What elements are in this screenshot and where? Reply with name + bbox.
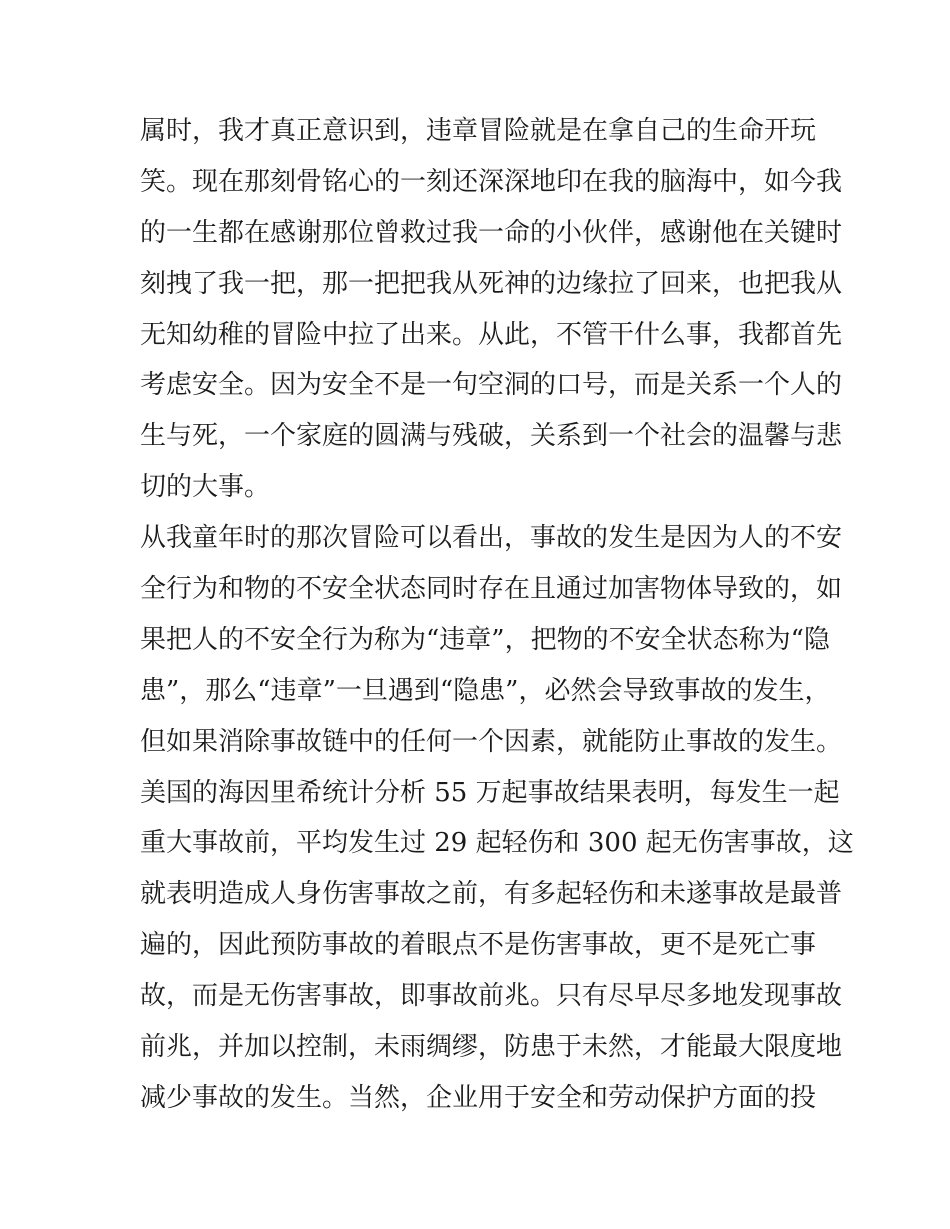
text-line-18: 故，而是无伤害事故，即事故前兆。只有尽早尽多地发现事故 — [140, 981, 843, 1012]
text-line-6: 考虑安全。因为安全不是一句空洞的口号，而是关系一个人的 — [140, 370, 843, 401]
text-line-13: 但如果消除事故链中的任何一个因素，就能防止事故的发生。 — [140, 726, 843, 757]
text-line-1: 属时，我才真正意识到，违章冒险就是在拿自己的生命开玩 — [140, 116, 817, 146]
text-line-15: 重大事故前，平均发生过 29 起轻伤和 300 起无伤害事故，这 — [140, 828, 854, 859]
text-line-5: 无知幼稚的冒险中拉了出来。从此，不管干什么事，我都首先 — [140, 319, 843, 350]
text-line-4: 刻拽了我一把，那一把把我从死神的边缘拉了回来，也把我从 — [140, 268, 843, 299]
text-line-11: 果把人的不安全行为称为“违章”，把物的不安全状态称为“隐 — [140, 624, 830, 655]
text-line-16: 就表明造成人身伤害事故之前，有多起轻伤和未遂事故是最普 — [140, 879, 843, 910]
text-line-17: 遍的，因此预防事故的着眼点不是伤害事故，更不是死亡事 — [140, 930, 817, 961]
text-line-3: 的一生都在感谢那位曾救过我一命的小伙伴，感谢他在关键时 — [140, 217, 843, 248]
text-line-10: 全行为和物的不安全状态同时存在且通过加害物体导致的，如 — [140, 574, 843, 605]
text-line-9: 从我童年时的那次冒险可以看出，事故的发生是因为人的不安 — [140, 523, 843, 554]
text-line-2: 笑。现在那刻骨铭心的一刻还深深地印在我的脑海中，如今我 — [140, 166, 843, 197]
text-line-20: 减少事故的发生。当然，企业用于安全和劳动保护方面的投 — [140, 1082, 817, 1113]
text-line-12: 患”，那么“违章”一旦遇到“隐患”，必然会导致事故的发生， — [140, 675, 831, 706]
text-line-7: 生与死，一个家庭的圆满与残破，关系到一个社会的温馨与悲 — [140, 421, 843, 452]
body-text — [140, 106, 854, 1124]
text-line-19: 前兆，并加以控制，未雨绸缪，防患于未然，才能最大限度地 — [140, 1032, 843, 1063]
text-line-8: 切的大事。 — [140, 472, 271, 503]
text-line-14: 美国的海因里希统计分析 55 万起事故结果表明，每发生一起 — [140, 777, 840, 808]
